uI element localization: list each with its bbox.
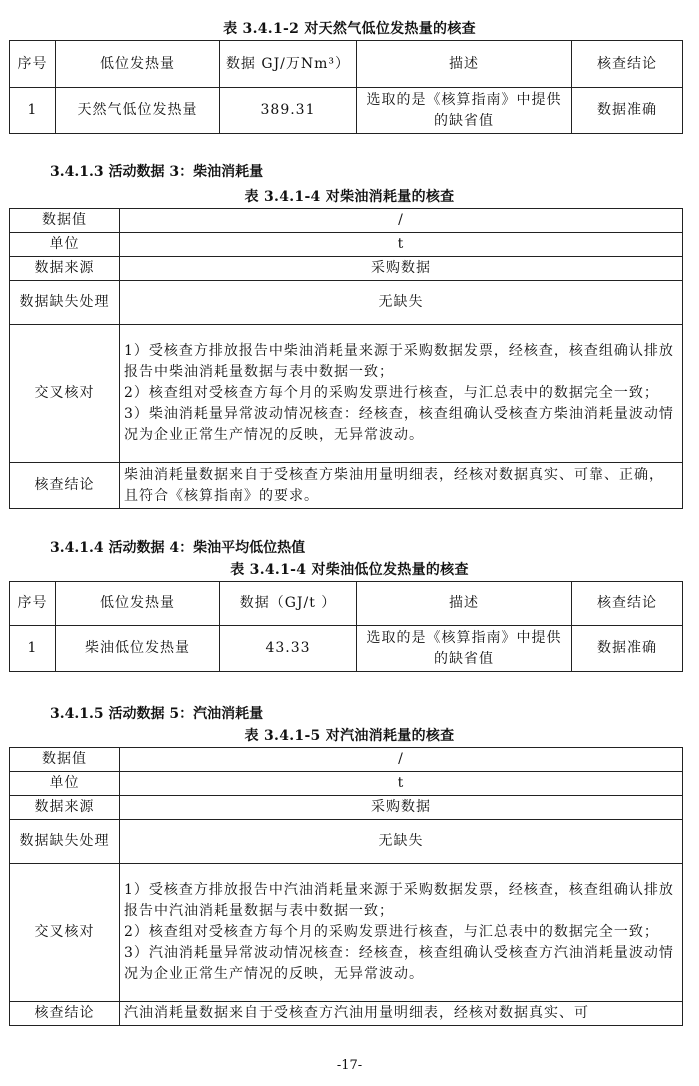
header-cell: 低位发热量	[56, 41, 220, 88]
table-cell: 柴油低位发热量	[56, 626, 220, 672]
row-label: 数据值	[10, 748, 120, 772]
table-caption: 表 3.4.1-5 对汽油消耗量的核查	[244, 728, 455, 744]
header-cell: 描述	[357, 41, 572, 88]
row-label: 核查结论	[10, 1002, 120, 1026]
header-cell: 序号	[10, 582, 56, 626]
row-value: 柴油消耗量数据来自于受核查方柴油用量明细表，经核对数据真实、可靠、正确，且符合《核算指南》的要求。	[120, 463, 683, 509]
row-label: 核查结论	[10, 463, 120, 509]
header-cell: 核查结论	[572, 41, 683, 88]
row-value	[120, 325, 683, 463]
diesel-consumption-table	[9, 208, 683, 509]
row-value: 采购数据	[120, 796, 683, 820]
row-label: 数据缺失处理	[10, 281, 120, 325]
header-cell: 数据 GJ/万Nm³）	[220, 41, 357, 88]
row-value: t	[120, 772, 683, 796]
table-caption: 表 3.4.1-2 对天然气低位发热量的核查	[223, 21, 476, 37]
section-heading: 3.4.1.5 活动数据 5：汽油消耗量	[50, 706, 264, 722]
table-row	[10, 796, 683, 820]
table-cell: 1	[10, 88, 56, 134]
header-cell: 描述	[357, 582, 572, 626]
table-row	[10, 1002, 683, 1026]
table-row	[10, 864, 683, 1002]
table-cell: 选取的是《核算指南》中提供的缺省值	[357, 88, 572, 134]
row-value: 汽油消耗量数据来自于受核查方汽油用量明细表，经核对数据真实、可	[120, 1002, 683, 1026]
row-label: 交叉核对	[10, 864, 120, 1002]
section-heading: 3.4.1.3 活动数据 3：柴油消耗量	[50, 164, 264, 180]
diesel-lhv-table	[9, 581, 683, 672]
table-caption: 表 3.4.1-4 对柴油低位发热量的核查	[230, 562, 469, 578]
gas-lhv-table	[9, 40, 683, 134]
table-row	[10, 748, 683, 772]
table-row	[10, 233, 683, 257]
table-cell: 389.31	[220, 88, 357, 134]
table-cell: 天然气低位发热量	[56, 88, 220, 134]
row-label: 数据缺失处理	[10, 820, 120, 864]
table-cell: 数据准确	[572, 88, 683, 134]
table-row	[10, 772, 683, 796]
row-label: 数据来源	[10, 257, 120, 281]
row-value: 无缺失	[120, 281, 683, 325]
row-label: 交叉核对	[10, 325, 120, 463]
header-cell: 序号	[10, 41, 56, 88]
table-cell: 1	[10, 626, 56, 672]
table-caption: 表 3.4.1-4 对柴油消耗量的核查	[244, 189, 455, 205]
table-cell: 选取的是《核算指南》中提供的缺省值	[357, 626, 572, 672]
table-row	[10, 626, 683, 672]
table-row	[10, 88, 683, 134]
table-header-row	[10, 582, 683, 626]
cross-check-item: 1）受核查方排放报告中汽油消耗量来源于采购数据发票，经核查，核查组确认排放报告中汽油消耗量数据与表中数据一致；	[124, 882, 674, 919]
cross-check-item: 1）受核查方排放报告中柴油消耗量来源于采购数据发票，经核查，核查组确认排放报告中柴油消耗量数据与表中数据一致；	[124, 343, 674, 380]
row-label: 数据值	[10, 209, 120, 233]
cross-check-item: 3）柴油消耗量异常波动情况核查：经核查，核查组确认受核查方柴油消耗量波动情况为企业正常生产情况的反映，无异常波动。	[124, 406, 674, 443]
cross-check-item: 2）核查组对受核查方每个月的采购发票进行核查，与汇总表中的数据完全一致；	[124, 385, 659, 401]
cross-check-item: 2）核查组对受核查方每个月的采购发票进行核查，与汇总表中的数据完全一致；	[124, 924, 659, 940]
table-header-row	[10, 41, 683, 88]
cross-check-item: 3）汽油消耗量异常波动情况核查：经核查，核查组确认受核查方汽油消耗量波动情况为企业正常生产情况的反映，无异常波动。	[124, 945, 674, 982]
row-label: 单位	[10, 772, 120, 796]
table-row	[10, 209, 683, 233]
row-value: t	[120, 233, 683, 257]
row-label: 数据来源	[10, 796, 120, 820]
table-row	[10, 281, 683, 325]
table-cell: 43.33	[220, 626, 357, 672]
row-value: /	[120, 209, 683, 233]
row-value: 无缺失	[120, 820, 683, 864]
header-cell: 核查结论	[572, 582, 683, 626]
header-cell: 数据（GJ/t ）	[220, 582, 357, 626]
row-value: 采购数据	[120, 257, 683, 281]
gasoline-consumption-table	[9, 747, 683, 1026]
section-heading: 3.4.1.4 活动数据 4：柴油平均低位热值	[50, 540, 306, 556]
row-label: 单位	[10, 233, 120, 257]
table-row	[10, 463, 683, 509]
page-number: -17-	[336, 1058, 363, 1073]
table-row	[10, 257, 683, 281]
header-cell: 低位发热量	[56, 582, 220, 626]
table-row	[10, 820, 683, 864]
row-value	[120, 864, 683, 1002]
row-value: /	[120, 748, 683, 772]
table-cell: 数据准确	[572, 626, 683, 672]
table-row	[10, 325, 683, 463]
